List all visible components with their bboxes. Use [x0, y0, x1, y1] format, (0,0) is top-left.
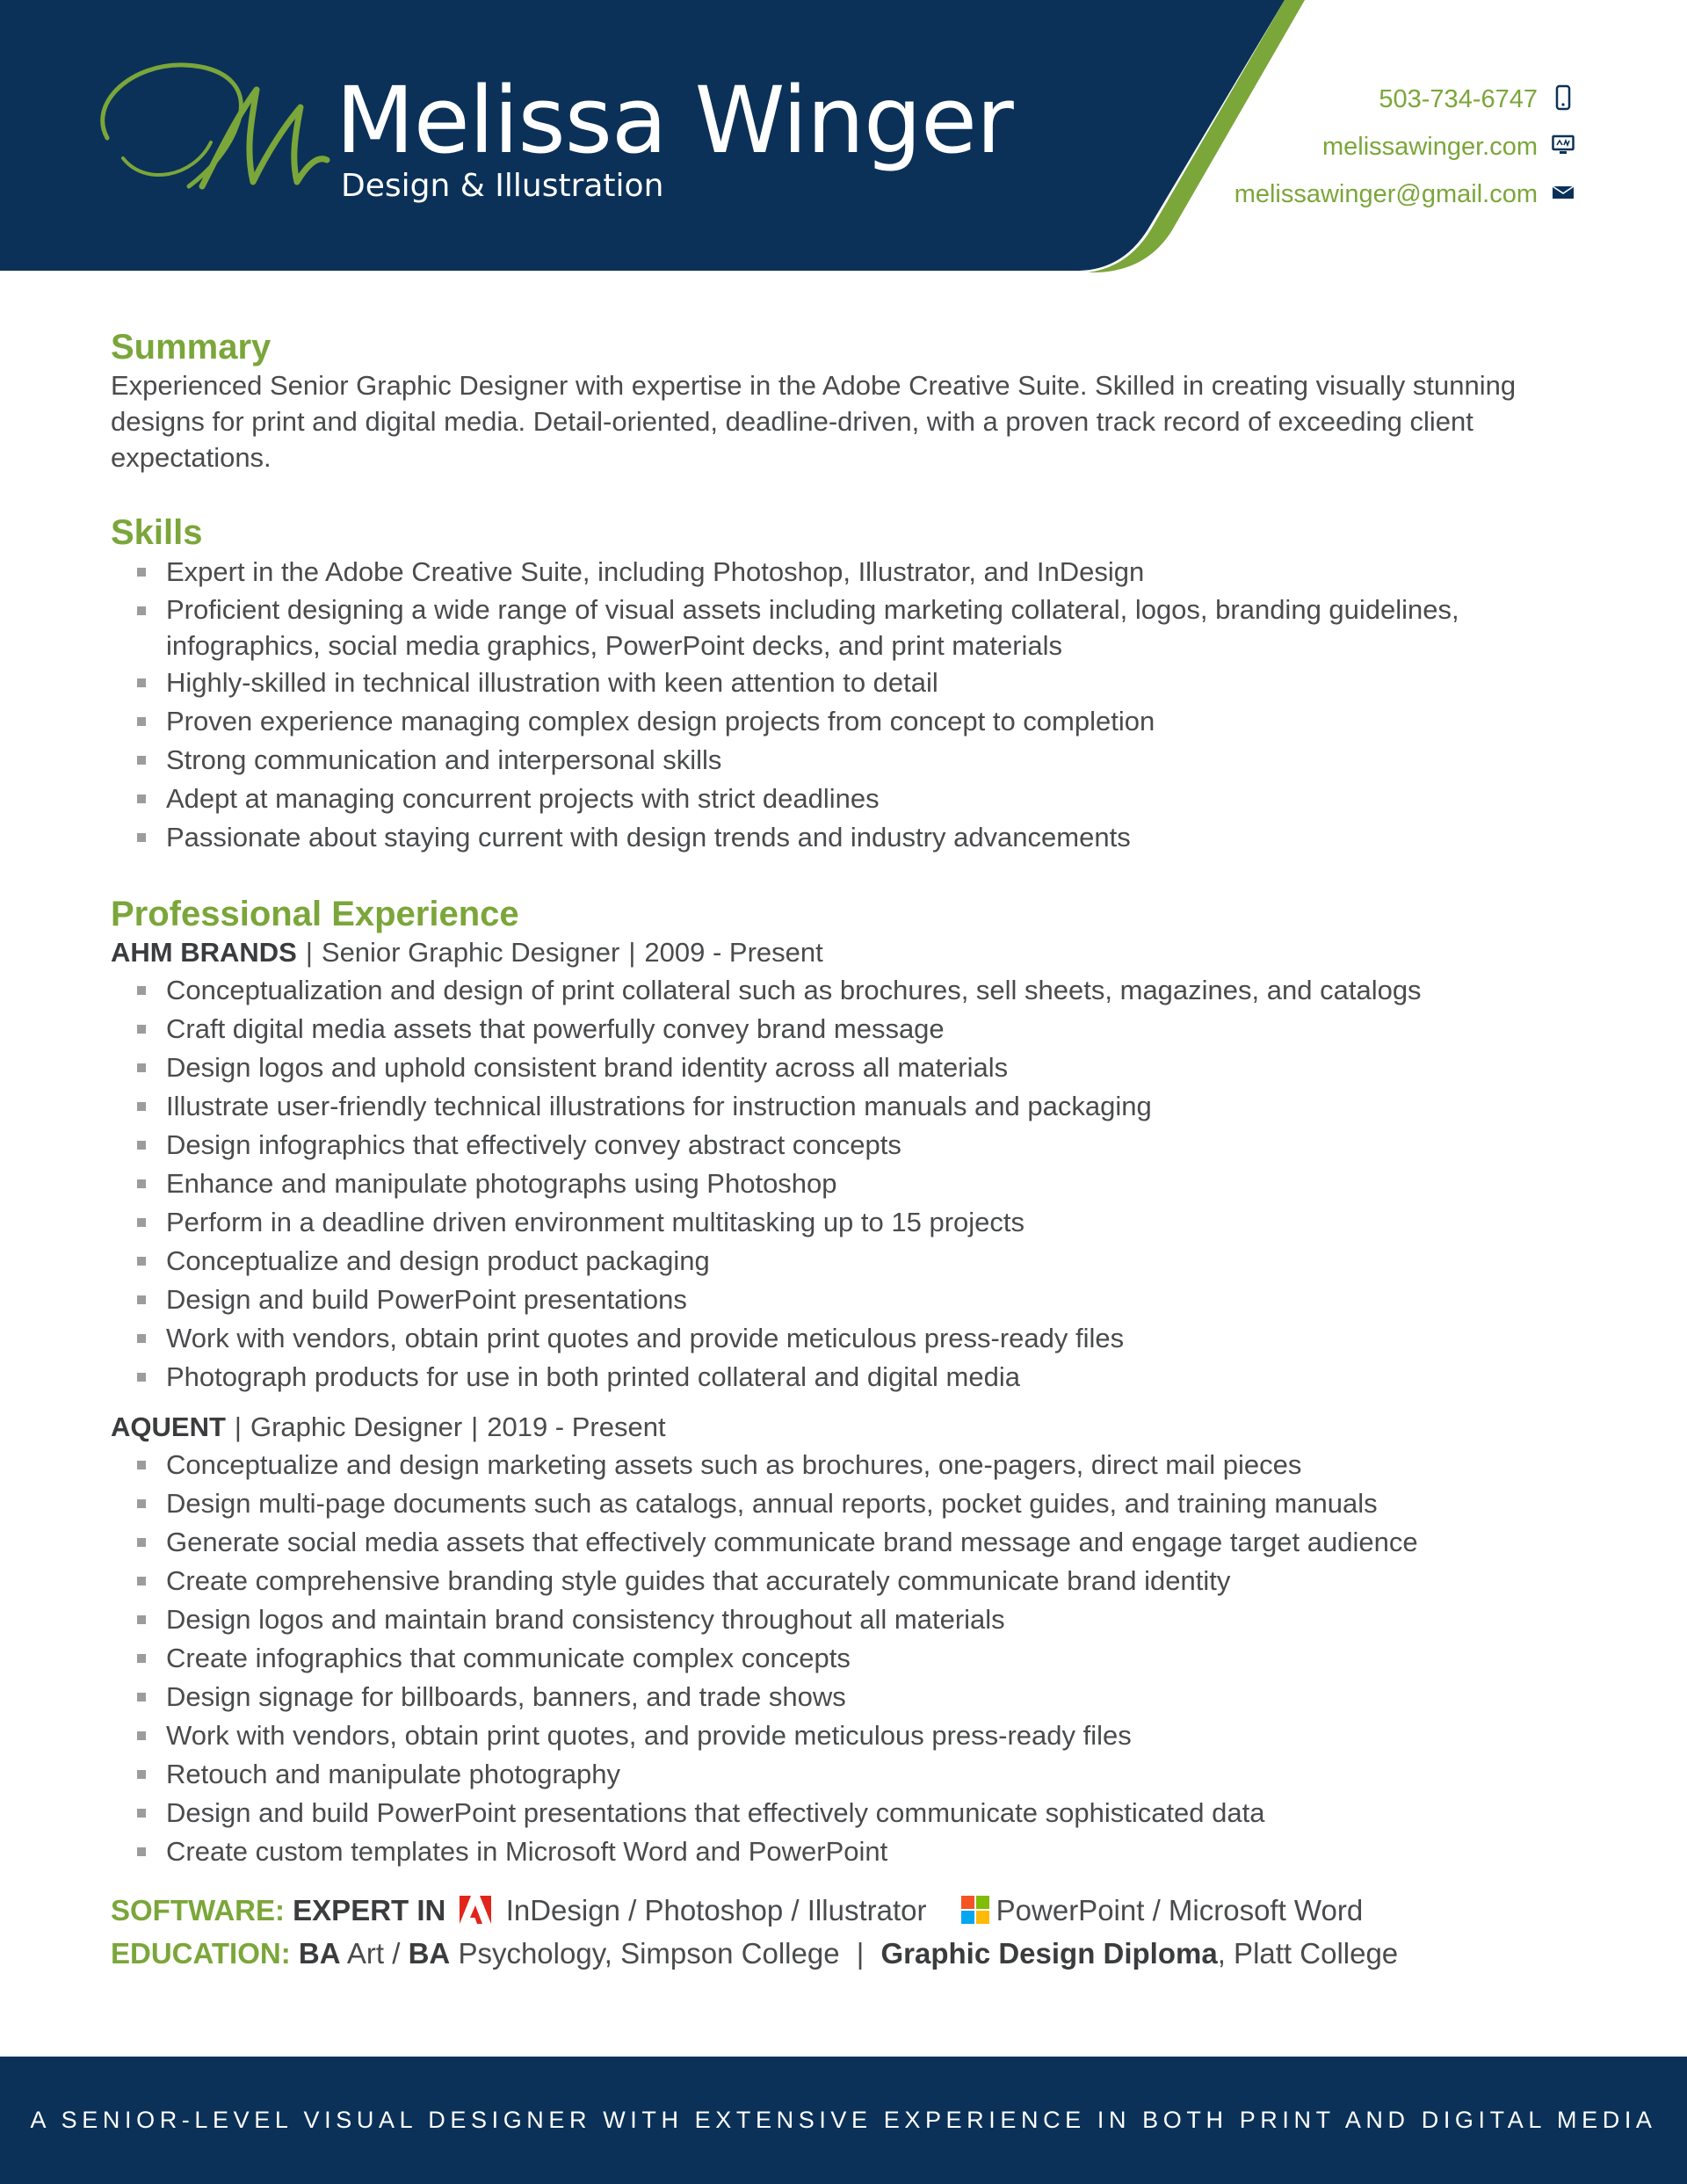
- job-header: [111, 1409, 1587, 1446]
- bullet-icon: [137, 1654, 146, 1663]
- phone-icon: [1552, 84, 1575, 115]
- summary-section: [111, 327, 1587, 475]
- bullet-icon: [137, 833, 146, 842]
- expert-in-label: EXPERT IN: [293, 1894, 446, 1926]
- separator: |: [471, 1411, 479, 1442]
- adobe-logo-icon: [460, 1894, 491, 1934]
- resume-footer: [0, 2057, 1687, 2184]
- list-item: Design and build PowerPoint presentations: [137, 1281, 1587, 1319]
- bullet-icon: [137, 568, 146, 577]
- bullet-icon: [137, 1063, 146, 1072]
- diploma-school: , Platt College: [1217, 1937, 1399, 1970]
- job-entry-ahm-brands: [111, 934, 1587, 1397]
- microsoft-apps: PowerPoint / Microsoft Word: [996, 1894, 1364, 1926]
- bullet-icon: [137, 1218, 146, 1227]
- degree2-field: Psychology, Simpson College: [458, 1937, 840, 1970]
- bullet-icon: [137, 1025, 146, 1034]
- list-item: Strong communication and interpersonal skills: [137, 741, 1587, 780]
- bullet-icon: [137, 1538, 146, 1547]
- bullet-icon: [137, 1809, 146, 1818]
- list-item: Conceptualize and design marketing assets such as brochures, one-pagers, direct mail pieces: [137, 1446, 1587, 1484]
- list-item: Design signage for billboards, banners, and trade shows: [137, 1678, 1587, 1716]
- list-item: Enhance and manipulate photographs using Photoshop: [137, 1165, 1587, 1203]
- monitor-icon: [1552, 134, 1575, 160]
- bullet-icon: [137, 1179, 146, 1188]
- software-line: [111, 1890, 1587, 1934]
- list-item: Work with vendors, obtain print quotes and provide meticulous press-ready files: [137, 1319, 1587, 1358]
- degree1-abbr: BA: [298, 1937, 341, 1970]
- degree1-field: Art /: [346, 1937, 401, 1970]
- list-item: Retouch and manipulate photography: [137, 1755, 1587, 1794]
- candidate-tagline: Design & Illustration: [341, 168, 664, 204]
- bullet-icon: [137, 1141, 146, 1150]
- email-link[interactable]: melissawinger@gmail.com: [1234, 179, 1538, 208]
- list-item: Create comprehensive branding style guides that accurately communicate brand identity: [137, 1562, 1587, 1600]
- website-link[interactable]: melissawinger.com: [1322, 132, 1538, 161]
- company-name: AHM BRANDS: [111, 937, 297, 968]
- skills-heading: Skills: [111, 513, 203, 552]
- bullet-icon: [137, 1499, 146, 1508]
- mw-monogram-logo: [97, 54, 334, 204]
- separator: |: [628, 937, 636, 968]
- job-header: [111, 934, 1587, 971]
- list-item: Adept at managing concurrent projects with strict deadlines: [137, 780, 1587, 818]
- list-item: Proven experience managing complex design projects from concept to completion: [137, 702, 1587, 741]
- list-item: Proficient designing a wide range of visual assets including marketing collateral, logos, branding guidelines, infographics, social media graphics, PowerPoint decks, and print materials: [137, 591, 1587, 664]
- bullet-icon: [137, 1577, 146, 1585]
- education-label: EDUCATION:: [111, 1937, 291, 1970]
- contact-phone[interactable]: [1082, 76, 1575, 123]
- list-item: Create infographics that communicate complex concepts: [137, 1639, 1587, 1678]
- summary-text: Experienced Senior Graphic Designer with expertise in the Adobe Creative Suite. Skilled in creating visually stunning designs for print and digital media. Detail-oriented, deadline-driven, with a proven track record of exceeding client expectations.: [111, 370, 1517, 473]
- list-item: Design infographics that effectively convey abstract concepts: [137, 1126, 1587, 1165]
- phone-number[interactable]: 503-734-6747: [1379, 84, 1538, 113]
- bullet-icon: [137, 986, 146, 995]
- list-item: Perform in a deadline driven environment multitasking up to 15 projects: [137, 1203, 1587, 1242]
- list-item: Passionate about staying current with design trends and industry advancements: [137, 818, 1587, 857]
- bullet-icon: [137, 1102, 146, 1111]
- bullet-icon: [137, 1257, 146, 1266]
- job-role: Graphic Designer: [250, 1411, 463, 1442]
- bullet-icon: [137, 1615, 146, 1624]
- list-item: Conceptualize and design product packaging: [137, 1242, 1587, 1281]
- bullet-icon: [137, 1847, 146, 1856]
- list-item: Illustrate user-friendly technical illustrations for instruction manuals and packaging: [137, 1087, 1587, 1126]
- list-item: Design multi-page documents such as catalogs, annual reports, pocket guides, and training manuals: [137, 1484, 1587, 1523]
- bullet-icon: [137, 1461, 146, 1469]
- degree2-abbr: BA: [408, 1937, 451, 1970]
- separator: |: [856, 1937, 865, 1970]
- experience-section: [111, 894, 1587, 1871]
- diploma-title: Graphic Design Diploma: [880, 1937, 1218, 1970]
- bullet-icon: [137, 1295, 146, 1304]
- company-name: AQUENT: [111, 1411, 226, 1442]
- job-dates: 2009 - Present: [644, 937, 823, 968]
- bullet-icon: [137, 717, 146, 726]
- summary-heading: Summary: [111, 328, 272, 366]
- job-duties-list: [137, 1446, 1587, 1871]
- microsoft-logo-icon: [961, 1894, 989, 1934]
- separator: |: [305, 937, 313, 968]
- candidate-name: Melissa Winger: [336, 67, 1013, 174]
- experience-heading: Professional Experience: [111, 895, 519, 933]
- separator: |: [234, 1411, 242, 1442]
- skills-list: [137, 553, 1587, 857]
- bullet-icon: [137, 795, 146, 803]
- bullet-icon: [137, 1373, 146, 1382]
- list-item: Design logos and uphold consistent brand identity across all materials: [137, 1048, 1587, 1087]
- bullet-icon: [137, 1334, 146, 1343]
- list-item: Work with vendors, obtain print quotes, and provide meticulous press-ready files: [137, 1716, 1587, 1755]
- list-item: Design logos and maintain brand consistency throughout all materials: [137, 1600, 1587, 1639]
- list-item: Photograph products for use in both printed collateral and digital media: [137, 1358, 1587, 1397]
- job-entry-aquent: [111, 1409, 1587, 1871]
- bullet-icon: [137, 1693, 146, 1701]
- bullet-icon: [137, 1770, 146, 1779]
- skills-section: [111, 512, 1587, 857]
- education-line: [111, 1934, 1587, 1973]
- list-item: Expert in the Adobe Creative Suite, including Photoshop, Illustrator, and InDesign: [137, 553, 1587, 591]
- bullet-icon: [137, 756, 146, 765]
- job-role: Senior Graphic Designer: [321, 937, 620, 968]
- list-item: Generate social media assets that effectively communicate brand message and engage target audience: [137, 1523, 1587, 1562]
- adobe-apps: InDesign / Photoshop / Illustrator: [505, 1894, 927, 1926]
- job-dates: 2019 - Present: [487, 1411, 666, 1442]
- software-label: SOFTWARE:: [111, 1894, 285, 1926]
- resume-body: [111, 327, 1587, 1973]
- resume-header: [0, 0, 1687, 272]
- contact-email[interactable]: [1082, 171, 1575, 218]
- contact-website[interactable]: [1082, 123, 1575, 171]
- job-duties-list: [137, 971, 1587, 1397]
- bullet-icon: [137, 606, 146, 615]
- list-item: Conceptualization and design of print collateral such as brochures, sell sheets, magazines, and catalogs: [137, 971, 1587, 1010]
- footer-tagline: A SENIOR-LEVEL VISUAL DESIGNER WITH EXTENSIVE EXPERIENCE IN BOTH PRINT AND DIGITAL MEDIA: [30, 2107, 1657, 2133]
- list-item: Create custom templates in Microsoft Word and PowerPoint: [137, 1832, 1587, 1871]
- contact-list: [1082, 76, 1575, 218]
- list-item: Craft digital media assets that powerfully convey brand message: [137, 1010, 1587, 1048]
- bullet-icon: [137, 1731, 146, 1740]
- envelope-icon: [1552, 185, 1575, 205]
- bullet-icon: [137, 678, 146, 687]
- list-item: Design and build PowerPoint presentations that effectively communicate sophisticated data: [137, 1794, 1587, 1832]
- list-item: Highly-skilled in technical illustration with keen attention to detail: [137, 664, 1587, 702]
